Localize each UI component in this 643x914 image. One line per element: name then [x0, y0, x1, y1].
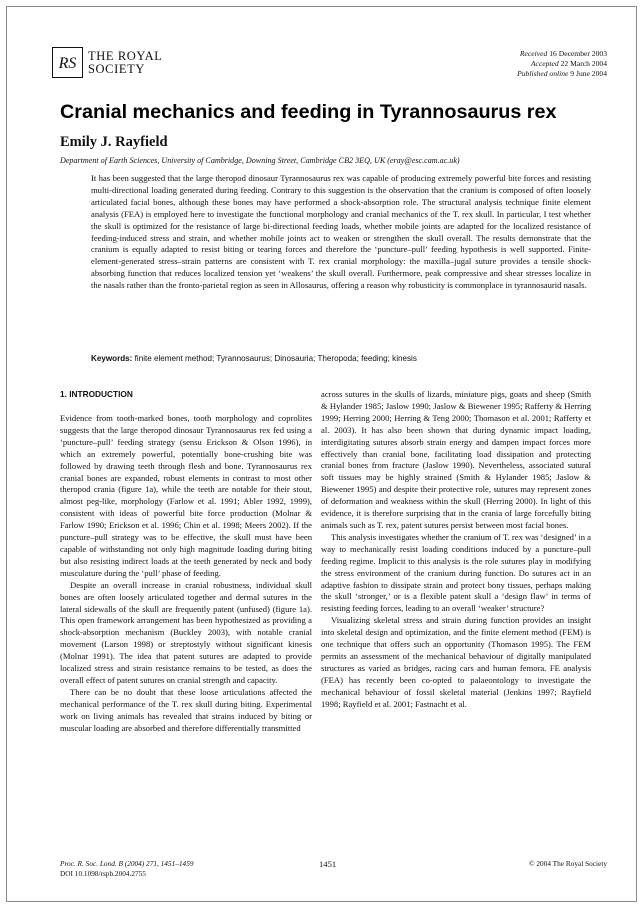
page-number: 1451 [319, 859, 337, 869]
body-paragraph: across sutures in the skulls of lizards, miniature pigs, goats and sheep (Smith & Hylander 1985; Jaslow 1990; Jaslow & Biewener 1995; Rafferty & Herring 1999; Herring 2000; Herring & Teng 2000; Thomason et al. 2001; Rafferty et al. 2003). It has also been shown that during dynamic impact loading, interdigitating sutures absorb strain energy and dampen impact forces more effectively than cranial bone, facilitating load dissipation and protecting cranial bones from fracture (Jaslow 1990). Nevertheless, associated sutural soft tissues may be highly strained (Smith & Hylander 1985; Jaslow & Biewener 1995) and despite their protective role, sutures may represent zones of deformation and weakness within the skull (Herring 2000). In light of this evidence, it is therefore surprising that in the crania of large forcefully biting animals such as T. rex, patent sutures persist between most facial bones. [321, 389, 591, 530]
section-heading: 1. INTRODUCTION [60, 389, 133, 399]
body-paragraph: Visualizing skeletal stress and strain during function provides an insight into skeletal design and optimization, and the finite element method (FEM) is one technique that offers such an opportunity (Thomason 1995). The FEM permits an assessment of the mechanical behaviour of digitally manipulated structures as varied as bridges, racing cars and human femora. FE analysis (FEA) has recently been co-opted to palaeontology to investigate the mechanical behaviour of fossil skeletal material (Jenkins 1997; Rayfield 1998; Rayfield et al. 2001; Fastnacht et al. [321, 615, 591, 709]
body-column-right [321, 389, 591, 710]
article-author: Emily J. Rayfield [60, 134, 168, 150]
keywords-label: Keywords: [91, 354, 133, 363]
abstract: It has been suggested that the large theropod dinosaur Tyrannosaurus rex was capable of producing extremely powerful bite forces and resisting multi-directional loading generated during feeding. Contrary to this suggestion is the observation that the cranium is composed of often loosely articulated facial bones, although these bones may have performed a shock-absorption role. The structural analysis technique finite element analysis (FEA) is employed here to investigate the functional morphology and cranial mechanics of the T. rex skull. In particular, I test whether the skull is optimized for the resistance of large bi-directional feeding loads, whether mobile joints are adapted for the localized resistance of feeding-induced stress and strain, and whether mobile joints act to weaken or strengthen the skull overall. The results demonstrate that the cranium is equally adapted to resist biting or tearing forces and therefore the ‘puncture–pull’ feeding hypothesis is well supported. Finite-element-generated stress–strain patterns are consistent with T. rex cranial morphology: the maxilla–jugal suture provides a tensile shock-absorbing function that reduces localized tension yet ‘weakens’ the skull overall. Furthermore, peak compressive and shear stresses localize in the nasals rather than the fronto-parietal region as seen in Allosaurus, offering a reason why robusticity is commonplace in tyrannosaurid nasals. [91, 173, 591, 291]
royal-society-monogram-icon [52, 47, 83, 78]
article-title: Cranial mechanics and feeding in Tyrannosaurus rex [60, 101, 557, 123]
footer-citation-block [60, 859, 194, 879]
body-paragraph: Evidence from tooth-marked bones, tooth morphology and coprolites suggests that the large theropod dinosaur Tyrannosaurus rex fed using a ‘puncture–pull’ feeding strategy (sensu Erickson & Olson 1996), in which an extremely powerful, potentially bone-crushing bite was followed by drawing teeth through flesh and bone. Tyrannosaurus rex cranial bones are expanded, robust elements in contrast to most other theropod crania (figure 1a), while the teeth are notable for their stout, almost peg-like, morphology (Farlow et al. 1991; Abler 1992, 1999), consistent with ideas of powerful bite force production (Molnar & Farlow 1990; Erickson et al. 1996; Chin et al. 1998; Meers 2002). If the puncture–pull strategy was to be effective, the skull must have been capable of withstanding not only high magnitude loading during biting but also resisting indirect loads at the teeth generated by neck and body musculature during the ‘pull’ phase of feeding. [60, 413, 312, 578]
footer-citation: Proc. R. Soc. Lond. B (2004) 271, 1451–1459 [60, 859, 194, 868]
body-column-left [60, 389, 312, 734]
journal-page [6, 6, 637, 902]
article-dates [517, 49, 607, 79]
body-paragraph: Despite an overall increase in cranial robustness, individual skull bones are often loosely articulated together and dermal sutures in the lateral sidewalls of the skull are frequently patent (unfused) (figure 1a). This open framework arrangement has been hypothesized as providing a shock-absorption mechanism (Buckley 2003), with notable cranial movement (Larson 1998) or streptostyly without significant kinesis (Molnar 1991). The idea that patent sutures are adapted to provide localized stress and strain resistance remains to be tested, as does the overall effect of patent sutures on cranial strength and capacity. [60, 579, 312, 685]
accepted-date: Accepted 22 March 2004 [530, 59, 607, 68]
royal-society-logo [52, 47, 163, 78]
svg-text:RS: RS [58, 55, 77, 72]
author-affiliation: Department of Earth Sciences, University of Cambridge, Downing Street, Cambridge CB2 3EQ, UK (eray@esc.cam.ac.uk) [60, 156, 460, 165]
published-date: Published online 9 June 2004 [517, 69, 607, 78]
keywords-text: finite element method; Tyrannosaurus; Dinosauria; Theropoda; feeding; kinesis [134, 354, 417, 363]
body-paragraph: There can be no doubt that these loose articulations affected the mechanical performance of the T. rex skull during biting. Experimental work on living animals has revealed that strains induced by biting or muscular loading are absorbed and therefore differentially transmitted [60, 686, 312, 733]
publisher-name-line2: SOCIETY [88, 61, 145, 76]
publisher-name [88, 50, 163, 76]
footer-doi: DOI 10.1098/rspb.2004.2755 [60, 869, 146, 878]
keywords [91, 353, 591, 364]
copyright: © 2004 The Royal Society [529, 859, 607, 868]
received-date: Received 16 December 2003 [519, 49, 607, 58]
publisher-name-line1: THE ROYAL [88, 48, 163, 63]
body-paragraph: This analysis investigates whether the cranium of T. rex was ‘designed’ in a way to mechanically resist loading conditions induced by a puncture–pull feeding regime. Implicit to this analysis is the role sutures play in modifying the stress environment of the cranium during function. Do sutures act in an adaptive fashion to dissipate strain and protect bony tissues, perhaps making the skull ‘stronger,’ or is a flexible patent skull a ‘design flaw’ in terms of resisting feeding forces, leading to an overall ‘weaker’ structure? [321, 531, 591, 614]
